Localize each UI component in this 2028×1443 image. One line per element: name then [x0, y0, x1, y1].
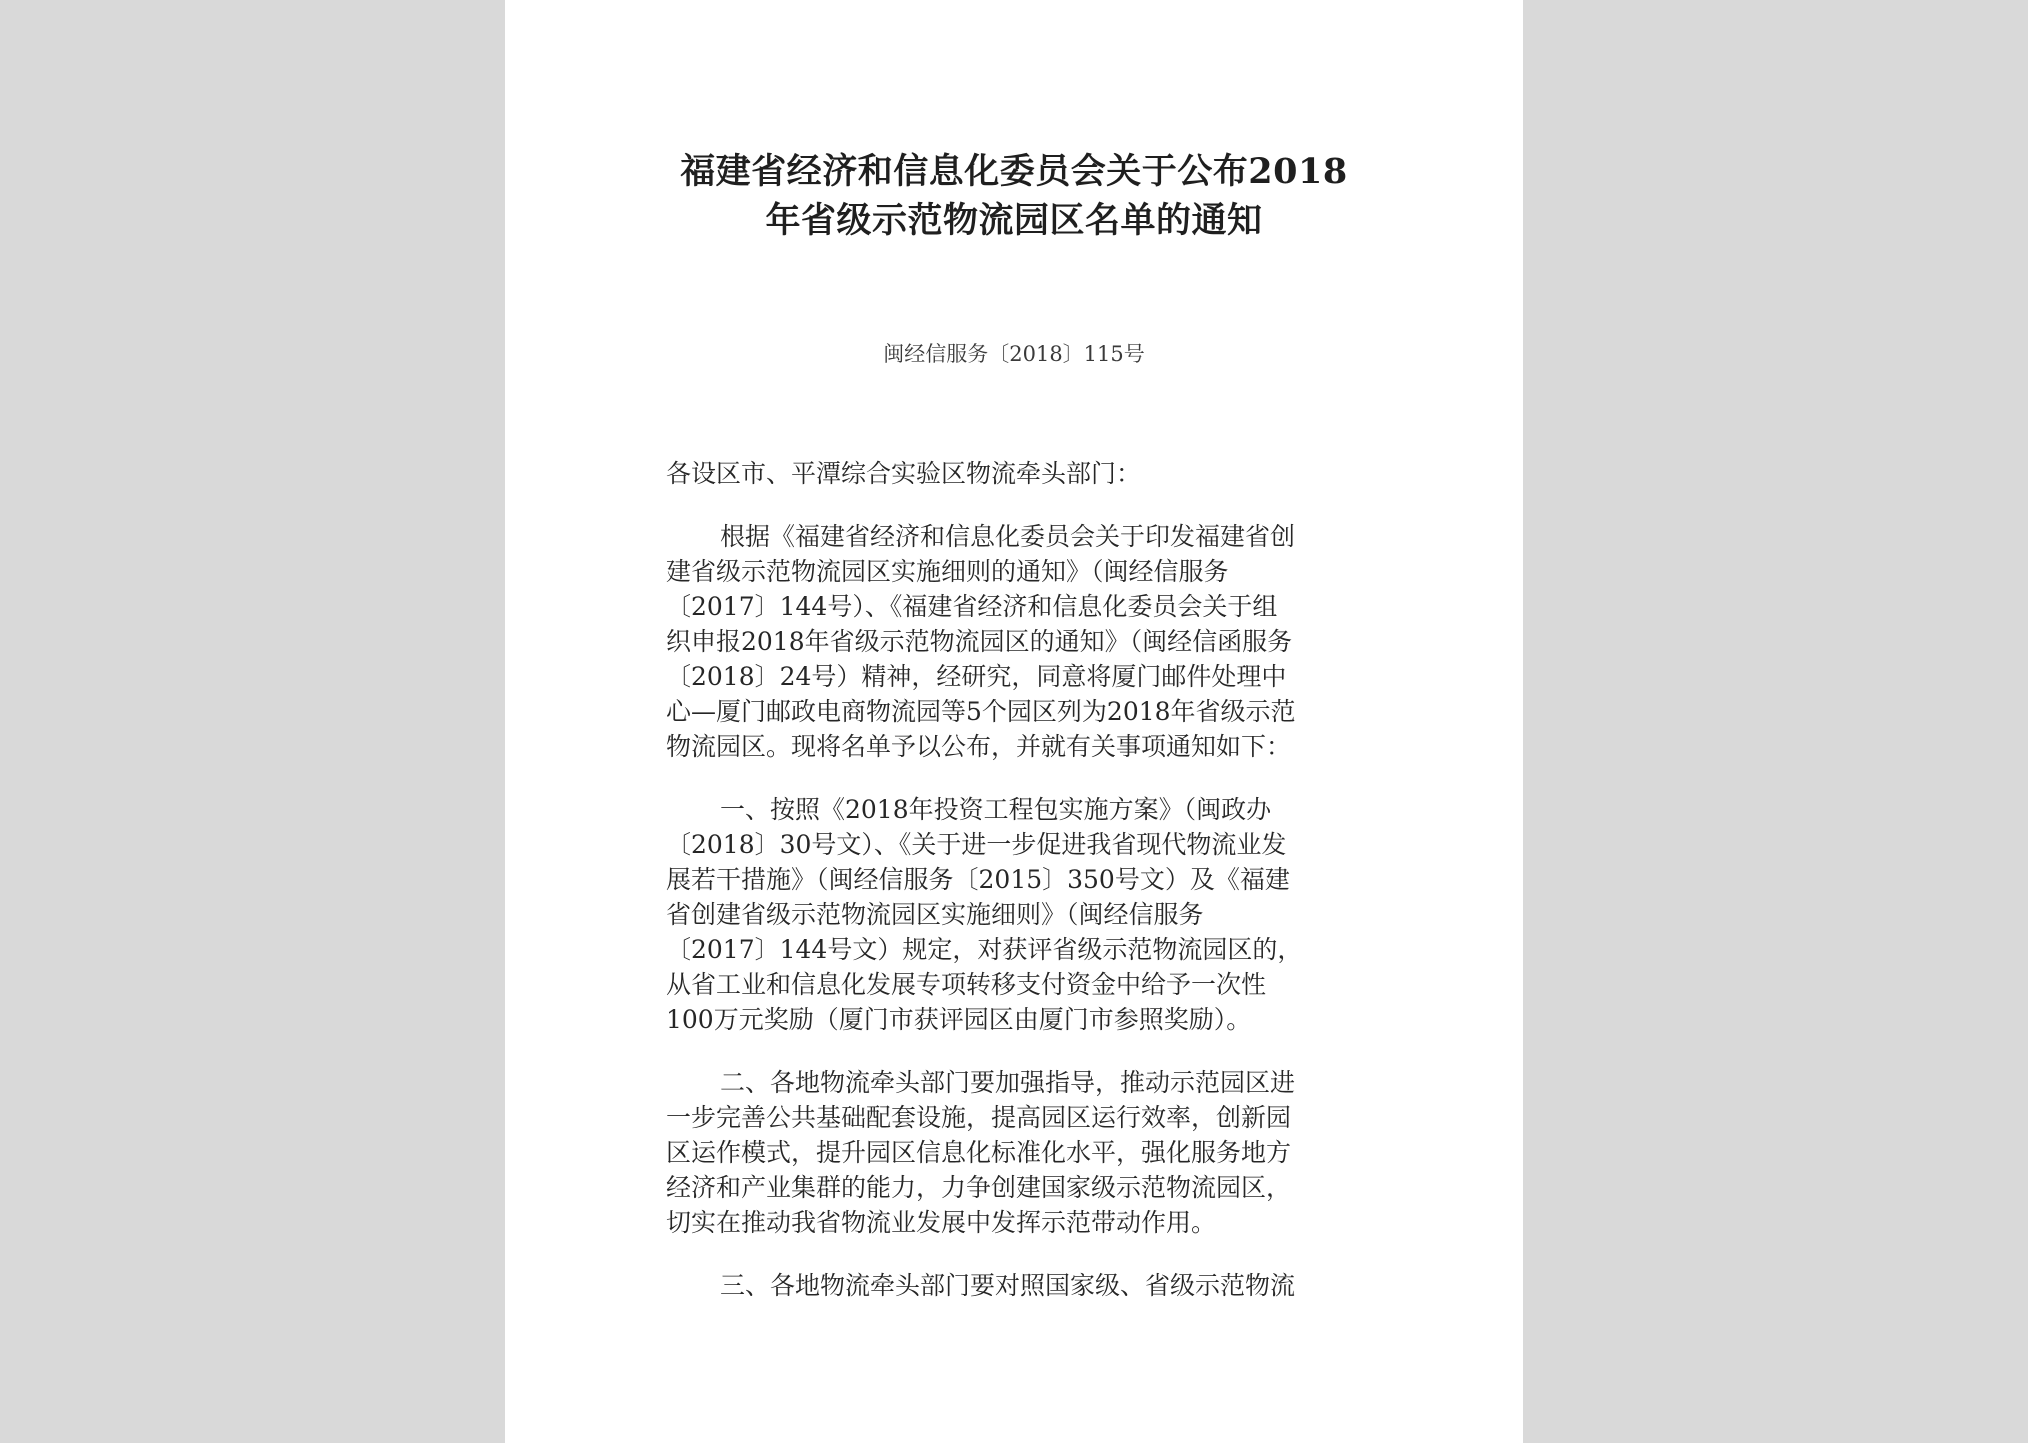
document-number: 闽经信服务〔2018〕115号 — [883, 342, 1145, 366]
paragraph-1-line-1: 根据《福建省经济和信息化委员会关于印发福建省创 — [720, 522, 1296, 551]
paragraph-1-line-2: 建省级示范物流园区实施细则的通知》（闽经信服务 — [666, 557, 1229, 586]
paragraph-3-line-1: 二、各地物流牵头部门要加强指导，推动示范园区进 — [720, 1068, 1296, 1097]
paragraph-3-line-3: 区运作模式，提升园区信息化标准化水平，强化服务地方 — [666, 1138, 1292, 1167]
paragraph-4-line-1: 三、各地物流牵头部门要对照国家级、省级示范物流 — [720, 1271, 1296, 1300]
paragraph-2-line-2: 〔2018〕30号文）、《关于进一步促进我省现代物流业发 — [666, 830, 1287, 859]
paragraph-2-line-3: 展若干措施》（闽经信服务〔2015〕350号文）及《福建 — [666, 865, 1290, 894]
paragraph-1-line-4: 织申报2018年省级示范物流园区的通知》（闽经信函服务 — [666, 627, 1293, 656]
paragraph-1-line-6: 心—厦门邮政电商物流园等5个园区列为2018年省级示范 — [666, 697, 1296, 726]
paragraph-1-line-7: 物流园区。现将名单予以公布，并就有关事项通知如下： — [666, 732, 1292, 761]
paragraph-2-line-4: 省创建省级示范物流园区实施细则》（闽经信服务 — [666, 900, 1204, 929]
paragraph-3-line-2: 一步完善公共基础配套设施，提高园区运行效率，创新园 — [666, 1103, 1292, 1132]
paragraph-2-line-1: 一、按照《2018年投资工程包实施方案》（闽政办 — [720, 795, 1272, 824]
document-page — [505, 0, 1523, 1443]
paragraph-1-line-3: 〔2017〕144号）、《福建省经济和信息化委员会关于组 — [666, 592, 1278, 621]
document-title-line-1: 福建省经济和信息化委员会关于公布2018 — [680, 151, 1348, 192]
paragraph-1-line-5: 〔2018〕24号）精神，经研究，同意将厦门邮件处理中 — [666, 662, 1287, 691]
document-title-line-2: 年省级示范物流园区名单的通知 — [765, 200, 1263, 241]
paragraph-2-line-7: 100万元奖励（厦门市获评园区由厦门市参照奖励）。 — [666, 1005, 1252, 1034]
salutation: 各设区市、平潭综合实验区物流牵头部门： — [666, 459, 1142, 488]
paragraph-2-line-5: 〔2017〕144号文）规定，对获评省级示范物流园区的， — [666, 935, 1303, 964]
paragraph-3-line-4: 经济和产业集群的能力，力争创建国家级示范物流园区， — [666, 1173, 1292, 1202]
paragraph-3-line-5: 切实在推动我省物流业发展中发挥示范带动作用。 — [666, 1208, 1217, 1237]
paragraph-2-line-6: 从省工业和信息化发展专项转移支付资金中给予一次性 — [666, 970, 1267, 999]
